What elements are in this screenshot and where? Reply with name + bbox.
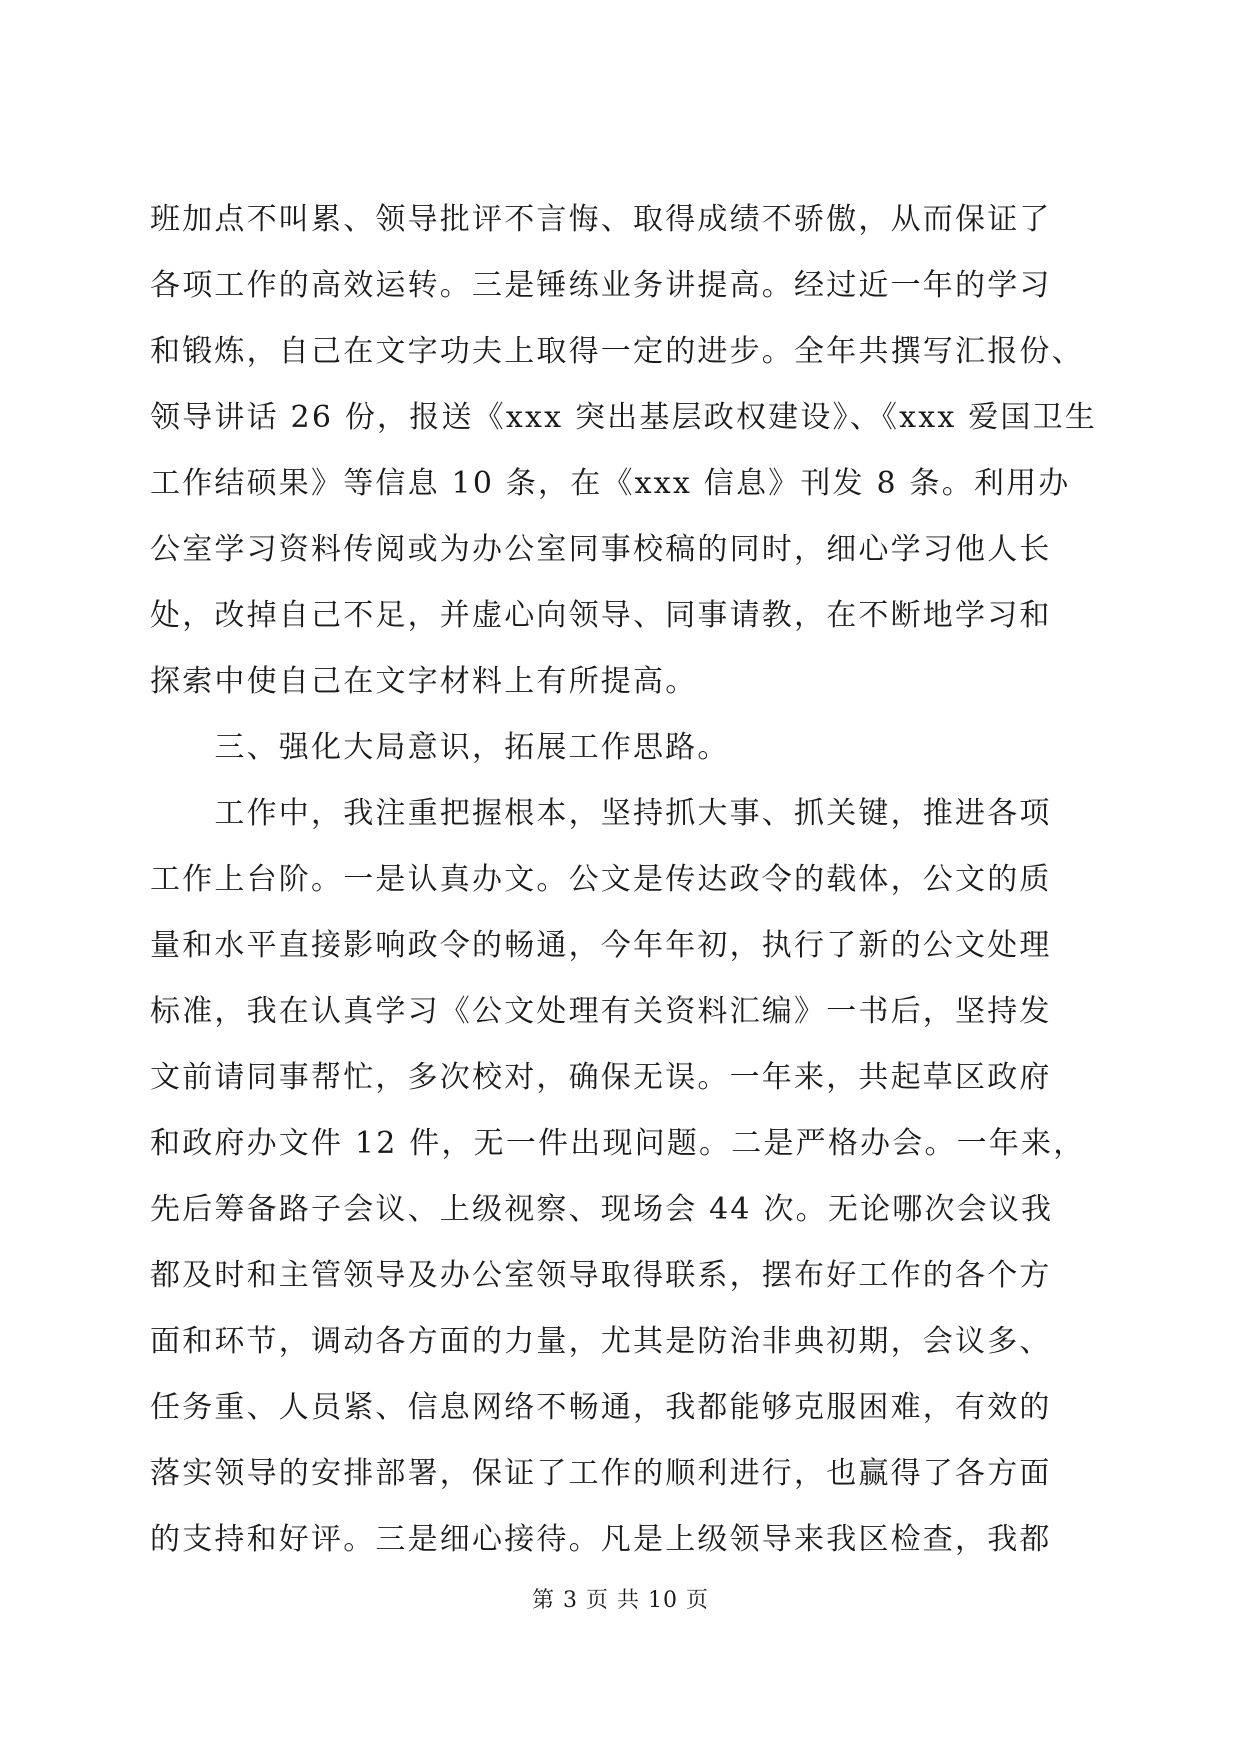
text-line: 工作上台阶。一是认真办文。公文是传达政令的载体，公文的质 [150,862,1052,897]
text-line: 处，改掉自己不足，并虚心向领导、同事请教，在不断地学习和 [150,598,1052,633]
text-line: 领导讲话 26 份，报送《xxx 突出基层政权建设》、《xxx 爱国卫生 [150,400,1098,435]
body-text [150,187,1098,1573]
text-line: 探索中使自己在文字材料上有所提高。 [150,664,698,699]
text-line: 的支持和好评。三是细心接待。凡是上级领导来我区检查，我都 [150,1522,1052,1557]
section-heading: 三、强化大局意识，拓展工作思路。 [150,730,730,765]
text-line: 公室学习资料传阅或为办公室同事校稿的同时，细心学习他人长 [150,532,1052,567]
text-line: 任务重、人员紧、信息网络不畅通，我都能够克服困难，有效的 [150,1390,1052,1425]
text-line: 工作结硕果》等信息 10 条，在《xxx 信息》刊发 8 条。利用办 [150,466,1071,501]
text-line: 各项工作的高效运转。三是锤练业务讲提高。经过近一年的学习 [150,268,1052,303]
text-line: 工作中，我注重把握根本，坚持抓大事、抓关键，推进各项 [150,796,1052,831]
text-line: 先后筹备路子会议、上级视察、现场会 44 次。无论哪次会议我 [150,1192,1054,1227]
page-footer: 第 3 页 共 10 页 [532,1588,709,1613]
text-line: 班加点不叫累、领导批评不言悔、取得成绩不骄傲，从而保证了 [150,202,1052,237]
text-line: 量和水平直接影响政令的畅通，今年年初，执行了新的公文处理 [150,928,1052,963]
text-line: 面和环节，调动各方面的力量，尤其是防治非典初期，会议多、 [150,1324,1052,1359]
text-line: 和政府办文件 12 件，无一件出现问题。二是严格办会。一年来， [150,1126,1086,1161]
text-line: 文前请同事帮忙，多次校对，确保无误。一年来，共起草区政府 [150,1060,1052,1095]
text-line: 落实领导的安排部署，保证了工作的顺利进行，也赢得了各方面 [150,1456,1052,1491]
text-line: 都及时和主管领导及办公室领导取得联系，摆布好工作的各个方 [150,1258,1052,1293]
text-line: 标准，我在认真学习《公文处理有关资料汇编》一书后，坚持发 [150,994,1052,1029]
text-line: 和锻炼，自己在文字功夫上取得一定的进步。全年共撰写汇报份、 [150,334,1084,369]
